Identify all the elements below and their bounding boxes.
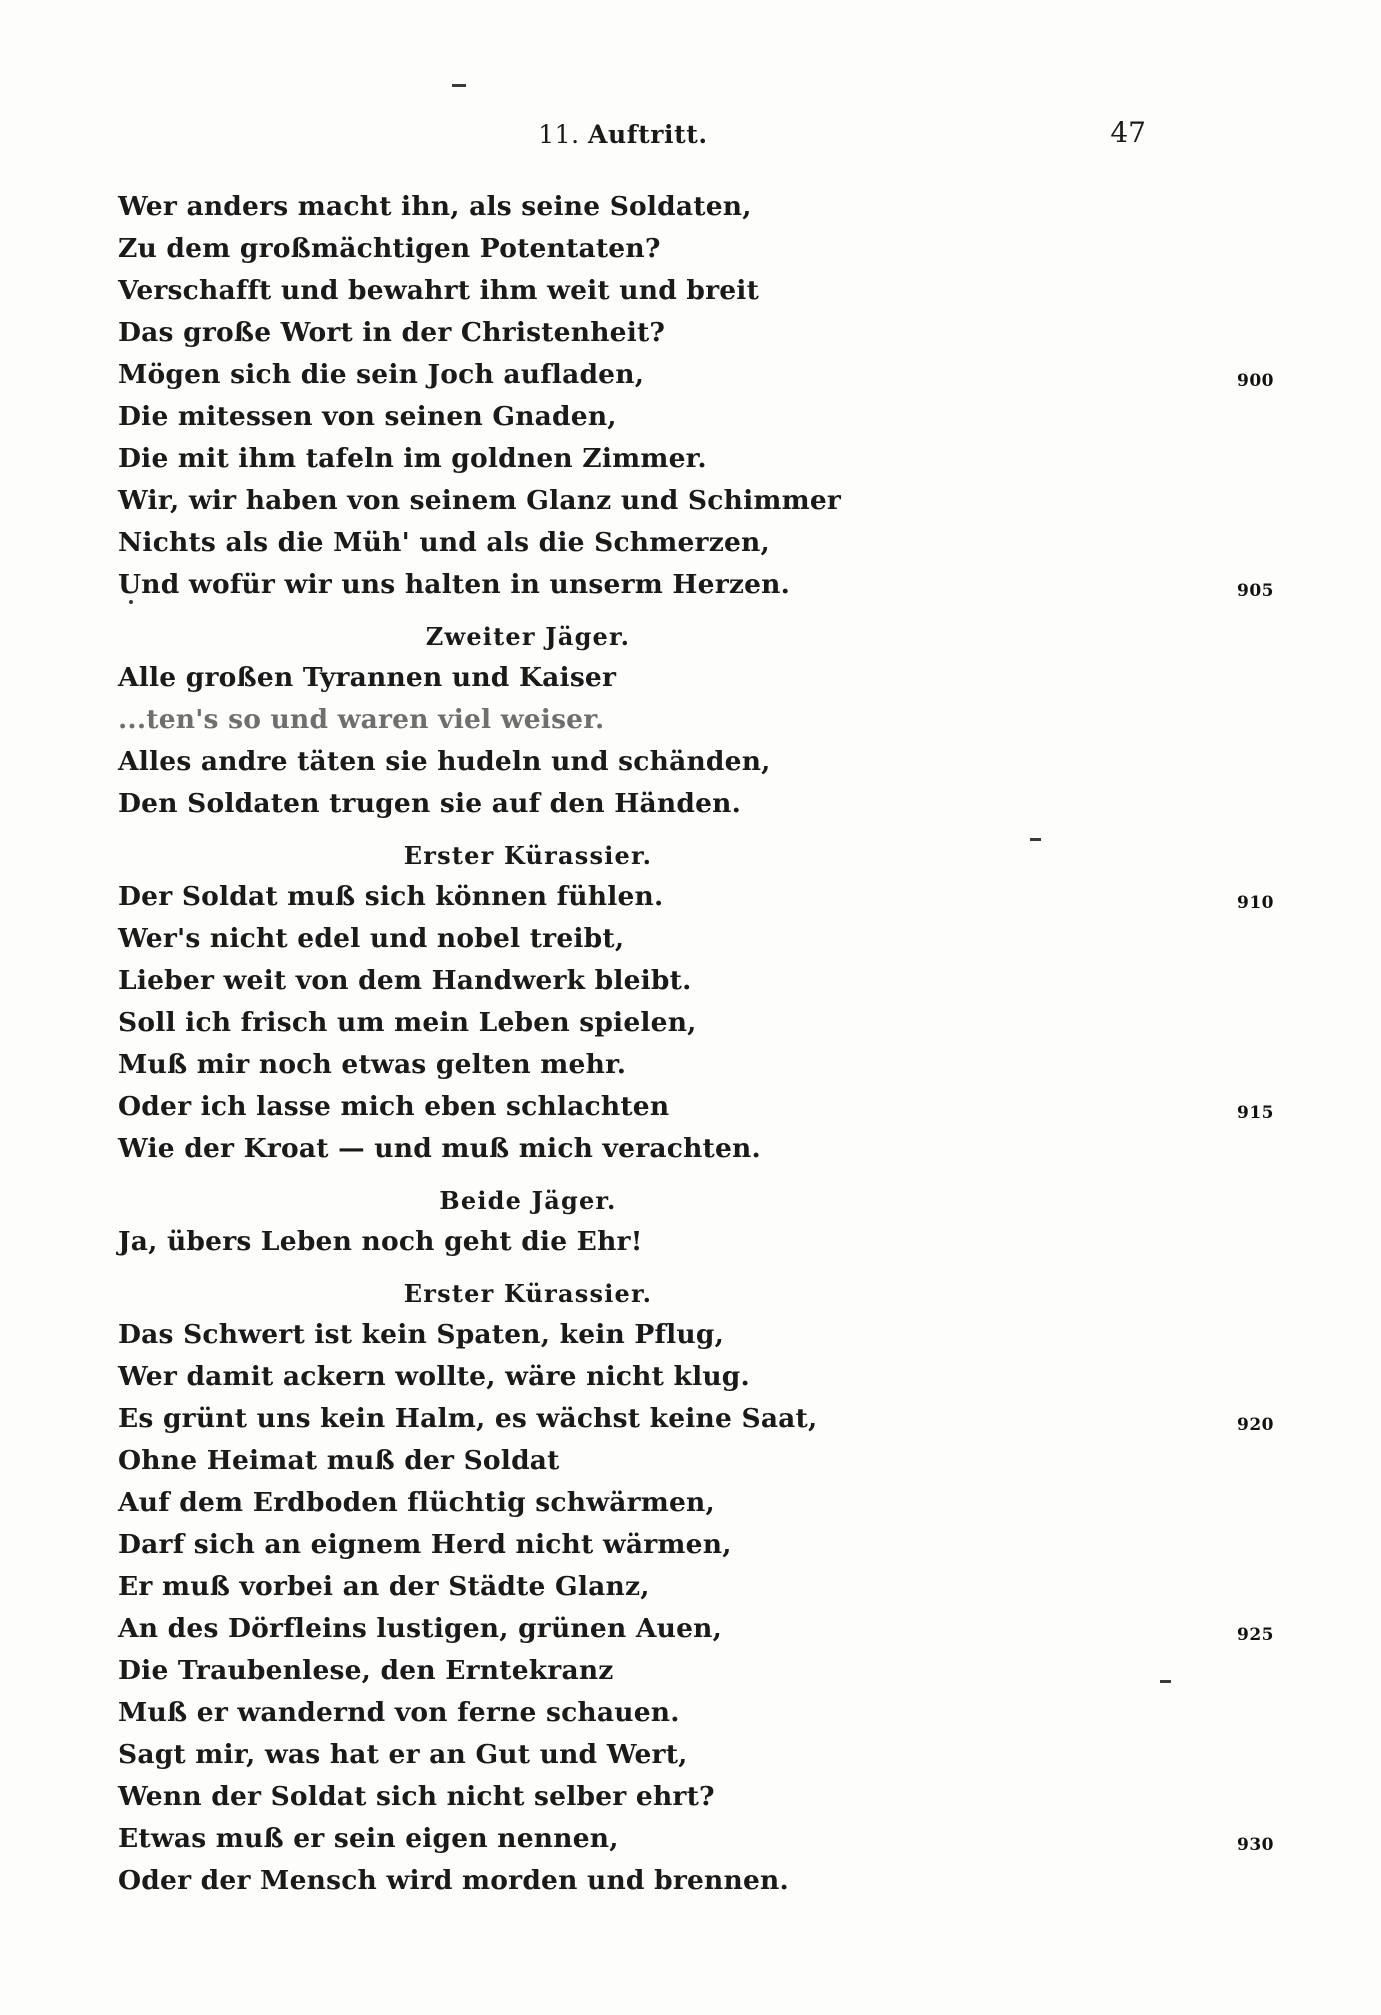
line-number: 900 [1237, 371, 1274, 391]
verse-line-text: Verschafft und bewahrt ihm weit und breit [118, 275, 760, 306]
verse-line [118, 783, 1128, 825]
verse-block [118, 657, 1128, 825]
verse-line-text: Ja, übers Leben noch geht die Ehr! [118, 1226, 643, 1257]
verse-line [118, 270, 1128, 312]
speaker-heading: Zweiter Jäger. [425, 622, 631, 651]
scene-number: 11. [538, 120, 580, 149]
verse-line [118, 1128, 1128, 1170]
verse-line [118, 1524, 1128, 1566]
verse-line-text: Die mit ihm tafeln im goldnen Zimmer. [118, 443, 707, 474]
line-number: 910 [1237, 893, 1274, 913]
verse-line [118, 1044, 1128, 1086]
verse-line-text: Alles andre täten sie hudeln und schänden, [118, 746, 771, 777]
verse-line [118, 522, 1128, 564]
verse-line [118, 1776, 1128, 1818]
verse-line [118, 1221, 1128, 1263]
verse-line-text: Die Traubenlese, den Erntekranz [118, 1655, 614, 1686]
verse-line [118, 1440, 1128, 1482]
verse-line-text: Auf dem Erdboden flüchtig schwärmen, [118, 1487, 715, 1518]
verse-line-text: Den Soldaten trugen sie auf den Händen. [118, 788, 742, 819]
verse-line-text: Die mitessen von seinen Gnaden, [118, 401, 617, 432]
verse-line-text: Zu dem großmächtigen Potentaten? [118, 233, 661, 264]
verse-line-text: Nichts als die Müh' und als die Schmerzen, [118, 527, 770, 558]
verse-block [118, 186, 1274, 606]
verse-line [118, 564, 1274, 606]
speaker-heading: Erster Kürassier. [403, 1279, 653, 1308]
verse-line [118, 312, 1128, 354]
verse-line-text: Alle großen Tyrannen und Kaiser [118, 662, 617, 693]
verse-line-text: Wie der Kroat — und muß mich verachten. [118, 1133, 761, 1164]
verse-line-text: Soll ich frisch um mein Leben spielen, [118, 1007, 697, 1038]
page-number: 47 [1110, 116, 1146, 149]
verse-line [118, 1482, 1128, 1524]
verse-line [118, 1398, 1274, 1440]
verse-line-text: Der Soldat muß sich können fühlen. [118, 881, 664, 912]
verse-line-text: Darf sich an eignem Herd nicht wärmen, [118, 1529, 732, 1560]
verse-line-text: Oder der Mensch wird morden und brennen. [118, 1865, 789, 1896]
verse-line-text: Es grünt uns kein Halm, es wächst keine Saat, [118, 1403, 818, 1434]
verse-line-text: ...ten's so und waren viel weiser. [118, 704, 605, 735]
verse-line [118, 396, 1128, 438]
verse-line [118, 1566, 1128, 1608]
line-number: 925 [1237, 1625, 1274, 1645]
verse-line [118, 1002, 1128, 1044]
page-header [118, 116, 1146, 172]
scene-heading [118, 120, 1128, 149]
line-number: 915 [1237, 1103, 1274, 1123]
verse-line-text: Muß mir noch etwas gelten mehr. [118, 1049, 627, 1080]
speaker-heading: Beide Jäger. [439, 1186, 617, 1215]
verse-line [118, 186, 1128, 228]
verse-line [118, 1650, 1128, 1692]
line-number: 930 [1237, 1835, 1274, 1855]
verse-line-text: Sagt mir, was hat er an Gut und Wert, [118, 1739, 688, 1770]
verse-line [118, 741, 1128, 783]
verse-line [118, 876, 1274, 918]
verse-line-text: Muß er wandernd von ferne schauen. [118, 1697, 680, 1728]
verse-block [118, 1314, 1274, 1902]
verse-line-text: Das große Wort in der Christenheit? [118, 317, 666, 348]
verse-line-text: An des Dörfleins lustigen, grünen Auen, [118, 1613, 723, 1644]
verse-line [118, 1734, 1128, 1776]
verse-line-text: Etwas muß er sein eigen nennen, [118, 1823, 619, 1854]
verse-line [118, 228, 1128, 270]
speaker-heading: Erster Kürassier. [403, 841, 653, 870]
verse-line [118, 1860, 1128, 1902]
scene-label: Auftritt. [587, 120, 708, 149]
verse-line [118, 480, 1128, 522]
verse-line [118, 1692, 1128, 1734]
verse-line-text: Wir, wir haben von seinem Glanz und Schimmer [118, 485, 842, 516]
verse-line [118, 1086, 1274, 1128]
line-number: 920 [1237, 1415, 1274, 1435]
verse-line [118, 657, 1128, 699]
verse-line-text: Er muß vorbei an der Städte Glanz, [118, 1571, 650, 1602]
verse-line-text: Wer's nicht edel und nobel treibt, [118, 923, 625, 954]
verse-line [118, 1356, 1128, 1398]
verse-line-text: Und wofür wir uns halten in unserm Herzen. [118, 569, 791, 600]
verse-line [118, 1314, 1128, 1356]
verse-line-text: Ohne Heimat muß der Soldat [118, 1445, 560, 1476]
verse-line-text: Oder ich lasse mich eben schlachten [118, 1091, 670, 1122]
verse-line [118, 918, 1128, 960]
verse-line [118, 1818, 1274, 1860]
verse-body [118, 186, 1274, 1902]
verse-block [118, 1221, 1128, 1263]
page-content [118, 116, 1274, 1908]
verse-line [118, 699, 1128, 741]
verse-line-text: Lieber weit von dem Handwerk bleibt. [118, 965, 692, 996]
verse-line-text: Mögen sich die sein Joch aufladen, [118, 359, 645, 390]
line-number: 905 [1237, 581, 1274, 601]
verse-line-text: Das Schwert ist kein Spaten, kein Pflug, [118, 1319, 725, 1350]
verse-line [118, 1608, 1274, 1650]
verse-line-text: Wer damit ackern wollte, wäre nicht klug. [118, 1361, 750, 1392]
page-edge-mark-lower-right [1160, 1680, 1171, 1683]
verse-line [118, 960, 1128, 1002]
verse-line-text: Wer anders macht ihn, als seine Soldaten, [118, 191, 752, 222]
verse-line-text: Wenn der Soldat sich nicht selber ehrt? [118, 1781, 715, 1812]
verse-line [118, 354, 1274, 396]
verse-line [118, 438, 1128, 480]
page-edge-mark-top [452, 84, 466, 87]
verse-block [118, 876, 1274, 1170]
